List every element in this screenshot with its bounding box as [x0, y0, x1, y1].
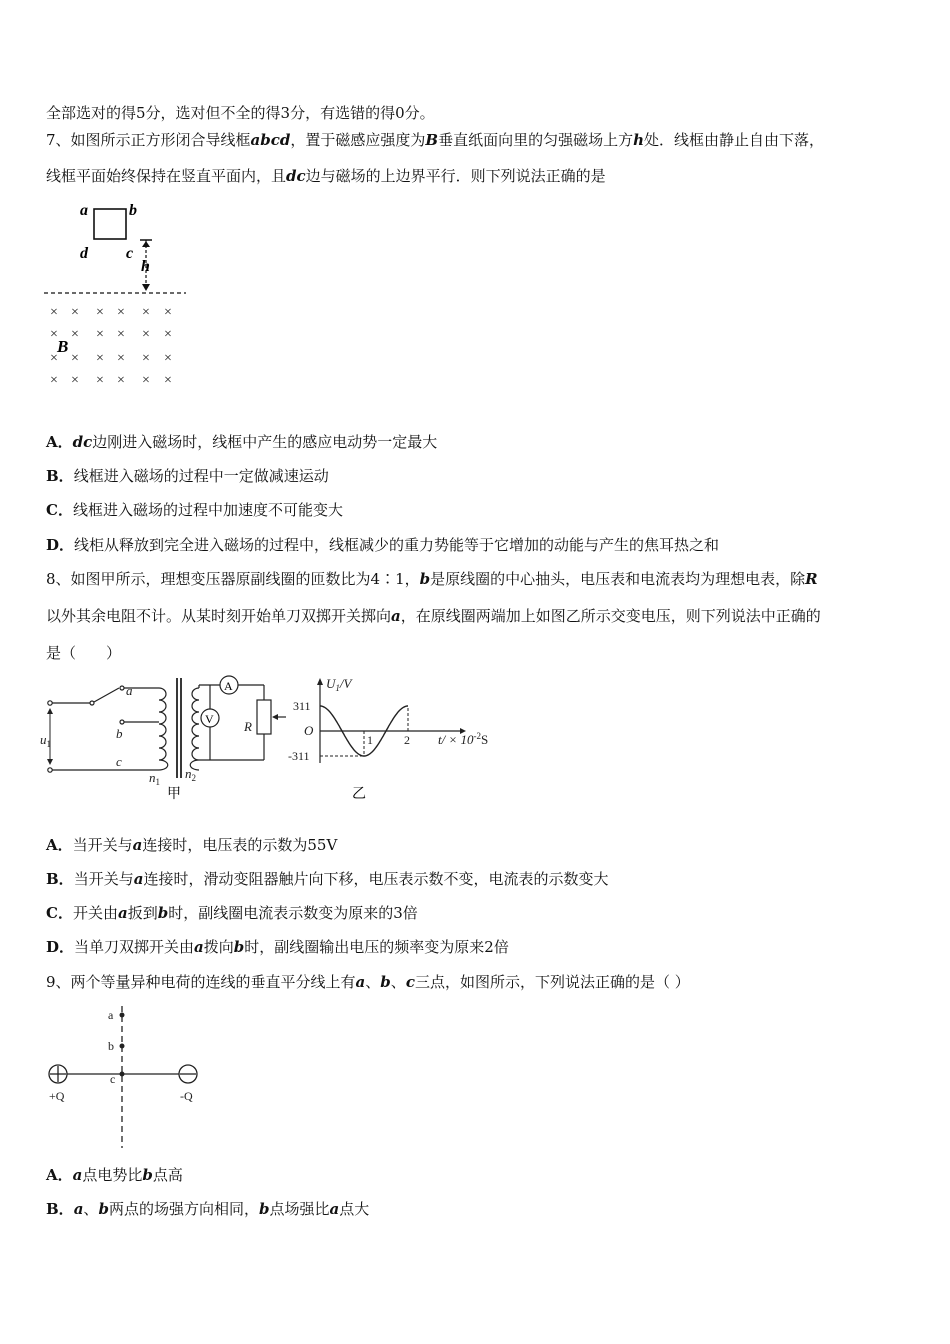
option-letter: B．: [46, 467, 74, 485]
option-letter: C．: [46, 501, 73, 519]
option-var: a: [133, 870, 144, 888]
field-cross: ×: [71, 305, 79, 320]
option-var: a: [194, 938, 204, 956]
q7-stem-text: 线框平面始终保持在竖直平面内，且: [46, 167, 287, 185]
field-cross: ×: [117, 327, 125, 342]
label-R: R: [244, 719, 252, 734]
option-text: 时，副线圈电流表示数变为原来的3倍: [168, 904, 418, 922]
q7-option-a[interactable]: [46, 432, 437, 452]
option-var: a: [72, 1166, 83, 1184]
switch-pivot: [90, 701, 94, 705]
option-letter: A．: [46, 433, 73, 451]
intro-text: 全部选对的得5分，选对但不全的得3分，有选错的得0分。: [46, 104, 435, 122]
y-label-sub: 1: [335, 683, 340, 693]
label-positive-charge: +Q: [49, 1089, 65, 1103]
label-point-b: b: [108, 1039, 114, 1053]
n1-sub: 1: [155, 777, 160, 787]
option-var: dc: [72, 433, 93, 451]
q8-stem-text: 以外其余电阻不计。从某时刻开始单刀双掷开关掷向: [46, 607, 392, 625]
option-letter: C．: [46, 904, 73, 922]
q8-option-a[interactable]: [46, 835, 337, 855]
q7-label-b: b: [129, 202, 137, 219]
field-cross: ×: [96, 327, 104, 342]
option-text: 点大: [339, 1200, 370, 1218]
label-point-c: c: [110, 1072, 116, 1086]
u1-arrowhead-top: [47, 708, 53, 714]
y-axis-arrowhead: [317, 678, 323, 685]
option-text: 边刚进入磁场时，线框中产生的感应电动势一定最大: [92, 433, 438, 451]
field-cross: ×: [164, 327, 172, 342]
switch-contact-b: [120, 720, 124, 724]
q7-var-B: B: [425, 131, 439, 149]
y-axis-label: [326, 676, 354, 693]
y-label-unit: /V: [339, 676, 352, 691]
q7-stem-text: 边与磁场的上边界平行．则下列说法正确的是: [305, 167, 606, 185]
option-var: a: [117, 904, 128, 922]
option-text: 当单刀双掷开关由: [74, 938, 195, 956]
q7-label-h: h: [141, 258, 150, 275]
n2-sub: 2: [191, 773, 196, 783]
q7-label-B: B: [57, 337, 69, 356]
field-cross: ×: [71, 351, 79, 366]
option-letter: B．: [46, 1200, 74, 1218]
q8-stem-line1: [46, 569, 818, 589]
option-text: 拨向: [203, 938, 234, 956]
q7-stem-text: 垂直纸面向里的匀强磁场上方: [438, 131, 634, 149]
q7-stem-line2: [46, 166, 606, 186]
q7-loop-square: [94, 209, 126, 239]
q9-var-a: a: [355, 973, 366, 991]
point-c: [120, 1072, 125, 1077]
point-b: [120, 1044, 125, 1049]
secondary-coil: [190, 688, 199, 770]
label-b: b: [116, 726, 123, 741]
resistor-box: [257, 700, 271, 734]
caption-jia: 甲: [167, 786, 181, 802]
q7-label-c: c: [126, 245, 134, 262]
option-text: 线框进入磁场的过程中一定做减速运动: [73, 467, 329, 485]
q8-circuit-figure: [40, 670, 300, 805]
option-text: 、: [83, 1200, 99, 1218]
option-var: a: [329, 1200, 340, 1218]
field-cross: ×: [117, 351, 125, 366]
q7-var-h: h: [633, 131, 645, 149]
q7-option-b[interactable]: [46, 466, 329, 486]
field-cross: ×: [71, 327, 79, 342]
q7-var-abcd: abcd: [250, 131, 291, 149]
q9-stem-text: 、: [365, 973, 381, 991]
option-text: 点场强比: [269, 1200, 330, 1218]
q8-option-c[interactable]: [46, 903, 418, 923]
q7-label-d: d: [80, 245, 88, 262]
option-var: b: [98, 1200, 109, 1218]
field-cross: ×: [164, 305, 172, 320]
field-cross: ×: [164, 373, 172, 388]
q9-var-c: c: [405, 973, 415, 991]
q7-stem-text: ，置于磁感应强度为: [290, 131, 426, 149]
field-cross: ×: [142, 327, 150, 342]
field-cross: ×: [96, 305, 104, 320]
field-cross: ×: [117, 305, 125, 320]
q9-option-b[interactable]: [46, 1199, 369, 1219]
x-label-unit: S: [481, 732, 489, 747]
label-n2: [185, 766, 196, 783]
option-letter: B．: [46, 870, 74, 888]
n1-text: n: [149, 770, 156, 785]
switch-blade: [94, 688, 119, 702]
option-var: b: [142, 1166, 153, 1184]
q7-var-dc: dc: [286, 167, 306, 185]
q8-var-R: R: [805, 570, 818, 588]
q7-stem-text: 7、如图所示正方形闭合导线框: [46, 131, 251, 149]
label-u1: [40, 732, 51, 749]
q8-option-b[interactable]: [46, 869, 608, 889]
option-var: a: [132, 836, 143, 854]
option-letter: D．: [46, 938, 75, 956]
q7-h-arrowhead-top: [142, 241, 150, 247]
input-terminal-bottom: [48, 768, 52, 772]
field-cross: ×: [71, 373, 79, 388]
q9-option-a[interactable]: [46, 1165, 183, 1185]
q8-var-b: b: [419, 570, 431, 588]
field-cross: ×: [96, 373, 104, 388]
x-label-exp: -2: [473, 731, 481, 741]
x-axis-label: [438, 731, 488, 747]
field-cross: ×: [142, 305, 150, 320]
option-letter: D．: [46, 536, 75, 554]
input-terminal-top: [48, 701, 52, 705]
field-cross: ×: [117, 373, 125, 388]
option-text: 当开关与: [72, 836, 133, 854]
option-text: 点电势比: [82, 1166, 143, 1184]
label-point-a: a: [108, 1008, 114, 1022]
field-cross: ×: [50, 327, 58, 342]
q7-figure: [40, 195, 200, 395]
field-cross: ×: [164, 351, 172, 366]
q8-stem-line3: 是（ ）: [46, 644, 122, 662]
q8-var-a: a: [391, 607, 401, 625]
u1-arrowhead-bottom: [47, 759, 53, 765]
option-text: 线框进入磁场的过程中加速度不可能变大: [72, 501, 343, 519]
option-text: 点高: [152, 1166, 183, 1184]
option-var: b: [233, 938, 245, 956]
option-letter: A．: [46, 1166, 73, 1184]
rheostat-arrowhead: [272, 714, 278, 720]
option-text: 扳到: [127, 904, 158, 922]
origin-label: O: [304, 723, 314, 738]
q9-stem: [46, 972, 690, 992]
ammeter-label: A: [224, 679, 233, 693]
option-text: 连接时，滑动变阻器触片向下移，电压表示数不变，电流表的示数变大: [143, 870, 609, 888]
q7-stem-text: 处．线框由静止自由下落，: [644, 131, 825, 149]
x-label-text: t/ × 10: [438, 732, 474, 747]
option-text: 时，副线圈输出电压的频率变为原来2倍: [244, 938, 509, 956]
field-cross: ×: [50, 373, 58, 388]
q9-charges-figure: [42, 1000, 212, 1152]
q7-label-a: a: [80, 202, 88, 219]
q7-option-c[interactable]: [46, 500, 343, 520]
q8-stem-line2: [46, 606, 821, 626]
option-var: b: [157, 904, 169, 922]
q9-stem-text: 三点，如图所示，下列说法正确的是（ ）: [414, 973, 690, 991]
field-cross: ×: [142, 373, 150, 388]
q9-stem-text: 9、两个等量异种电荷的连线的垂直平分线上有: [46, 973, 356, 991]
point-a: [120, 1013, 125, 1018]
option-text: 连接时，电压表的示数为55V: [142, 836, 338, 854]
voltmeter-label: V: [205, 712, 214, 726]
option-text: 线柜从释放到完全进入磁场的过程中，线框减少的重力势能等于它增加的动能与产生的焦耳热之和: [74, 536, 720, 554]
q7-stem-line1: [46, 130, 824, 150]
y-max-label: 311: [293, 699, 311, 713]
label-c: c: [116, 754, 122, 769]
tick-2-label: 2: [404, 733, 410, 747]
q8-stem-text: 8、如图甲所示，理想变压器原副线圈的匝数比为4∶1，: [46, 570, 420, 588]
q7-h-arrowhead-bottom: [142, 284, 150, 291]
field-cross: ×: [96, 351, 104, 366]
q9-stem-text: 、: [390, 973, 406, 991]
tick-1-label: 1: [367, 733, 373, 747]
caption-yi: 乙: [352, 786, 366, 802]
label-a: a: [126, 683, 133, 698]
q8-stem-text: 是原线圈的中心抽头，电压表和电流表均为理想电表，除: [430, 570, 806, 588]
primary-coil: [159, 688, 168, 770]
field-cross: ×: [50, 305, 58, 320]
field-cross: ×: [142, 351, 150, 366]
q8-voltage-chart: [282, 672, 512, 802]
u1-text: u: [40, 732, 47, 747]
q8-stem-text: ，在原线圈两端加上如图乙所示交变电压，则下列说法中正确的: [400, 607, 821, 625]
u1-sub: 1: [46, 739, 51, 749]
label-n1: [149, 770, 160, 787]
n2-text: n: [185, 766, 192, 781]
option-letter: A．: [46, 836, 73, 854]
option-var: b: [258, 1200, 270, 1218]
option-text: 开关由: [72, 904, 118, 922]
label-negative-charge: -Q: [180, 1089, 193, 1103]
field-cross: ×: [50, 351, 58, 366]
q9-var-b: b: [380, 973, 391, 991]
option-var: a: [73, 1200, 84, 1218]
option-text: 两点的场强方向相同，: [108, 1200, 259, 1218]
y-label-text: U: [326, 676, 336, 691]
option-text: 当开关与: [73, 870, 134, 888]
switch-contact-a: [120, 686, 124, 690]
y-min-label: -311: [288, 749, 310, 763]
q7-option-d[interactable]: [46, 535, 719, 555]
q8-option-d[interactable]: [46, 937, 509, 957]
